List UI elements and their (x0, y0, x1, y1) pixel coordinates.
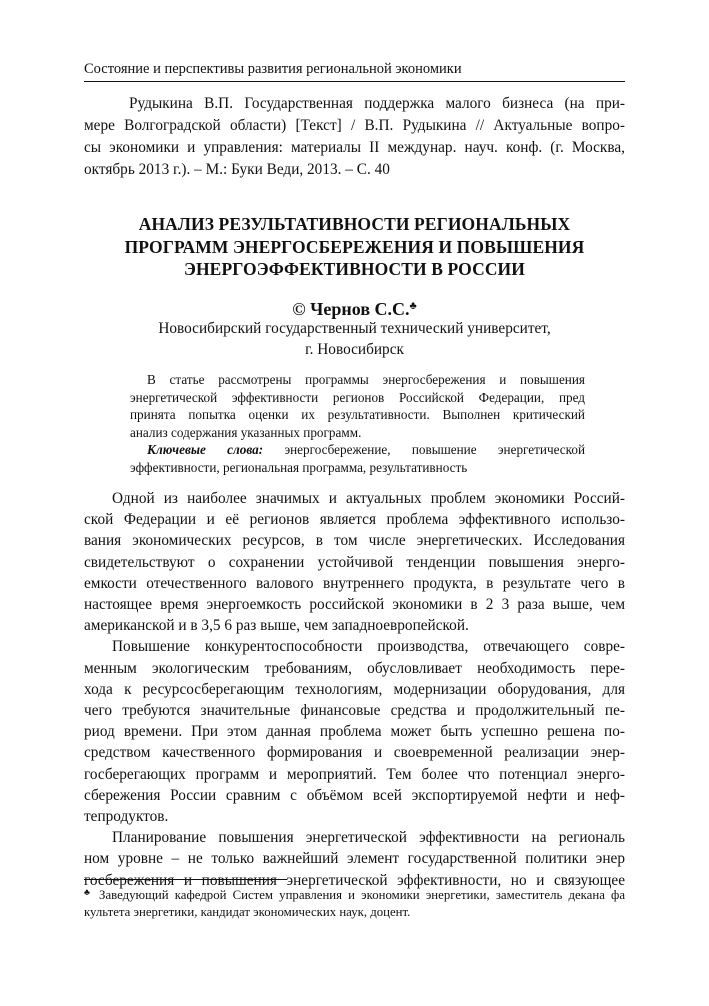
body-line: ном уровне – не только важнейший элемент государственной политики энер (84, 850, 625, 868)
reference-line: октябрь 2013 г.). – М.: Буки Веди, 2013. – С. 40 (84, 161, 390, 178)
affiliation (84, 318, 625, 360)
keywords-line: эффективности, региональная программа, результативность (130, 459, 468, 475)
title-line: ПРОГРАММ ЭНЕРГОСБЕРЕЖЕНИЯ И ПОВЫШЕНИЯ (124, 236, 585, 257)
footnote (84, 884, 625, 921)
author (84, 294, 625, 321)
keywords-label: Ключевые слова: (147, 442, 264, 457)
abstract (130, 371, 585, 476)
body-line: вания экономических ресурсов, в том числе энергетических. Исследования (84, 532, 625, 550)
footnote-divider (84, 879, 287, 880)
abstract-line: принята попытка оценки их результативности. Выполнен критический (130, 407, 585, 422)
author-footnote-mark: ♣ (409, 300, 417, 312)
body-line: ской Федерации и её регионов является проблема эффективного использо- (84, 511, 625, 529)
affiliation-line: Новосибирский государственный технический университет, (158, 320, 551, 337)
body-line: настоящее время энергоемкость российской экономики в 2 3 раза выше, чем (84, 596, 625, 614)
body-line: сбережения России сравним с объёмом всей экспортируемой нефти и неф- (84, 786, 625, 804)
keywords-line (130, 441, 585, 459)
footnote-line (84, 884, 625, 904)
abstract-line: энергетической эффективности регионов Российской Федерации, пред (130, 389, 585, 405)
abstract-line: анализ содержания указанных программ. (130, 424, 362, 440)
body-line: госбережения и повышения энергетической эффективности, но и связующее (84, 871, 625, 889)
footnote-text: Заведующий кафедрой Систем управления и экономики энергетики, заместитель декана фа (92, 888, 626, 902)
running-head: Состояние и перспективы развития региональной экономики (84, 60, 625, 82)
footnote-line: культета энергетики, кандидат экономических наук, доцент. (84, 905, 411, 919)
reference-line: мере Волгоградской области) [Текст] / В.П. Рудыкина // Актуальные вопро- (84, 117, 625, 134)
body-line: риод времени. При этом данная проблема может быть успешно решена по- (84, 723, 625, 741)
body-line: хода к ресурсосберегающим технологиям, модернизации оборудования, для (84, 680, 625, 698)
body-line: тепродуктов. (84, 808, 169, 826)
body-line: Одной из наиболее значимых и актуальных проблем экономики Россий- (112, 490, 625, 507)
article-title (84, 213, 625, 281)
body-line: госберегающих программ и мероприятий. Тем более что потенциал энерго- (84, 765, 625, 783)
affiliation-line: г. Новосибирск (305, 341, 404, 358)
title-line: ЭНЕРГОЭФФЕКТИВНОСТИ В РОССИИ (184, 259, 525, 279)
body-line: емкости отечественного валового внутреннего продукта, в результате чего в (84, 574, 625, 592)
body-line: чего требуются значительные финансовые средства и продолжительный пе- (84, 702, 625, 720)
author-name: © Чернов С.С. (292, 299, 410, 319)
reference-entry (84, 93, 625, 181)
body-line: средством качественного формирования и своевременной реализации энер- (84, 744, 625, 762)
body-line: свидетельствуют о сохранении устойчивой тенденции повышения энерго- (84, 553, 625, 571)
body-line: менным экологическим требованиям, обусловливает необходимость пере- (84, 659, 625, 677)
footnote-mark: ♣ (84, 887, 93, 897)
title-line: АНАЛИЗ РЕЗУЛЬТАТИВНОСТИ РЕГИОНАЛЬНЫХ (138, 214, 571, 234)
abstract-line: В статье рассмотрены программы энергосбережения и повышения (147, 372, 585, 387)
reference-line: сы экономики и управления: материалы II междунар. науч. конф. (г. Москва, (84, 139, 625, 156)
keywords-text: энергосбережение, повышение энергетической (263, 442, 585, 457)
body-line: Планирование повышения энергетической эффективности на региональ (112, 829, 625, 847)
body-line: Повышение конкурентоспособности производства, отвечающего совре- (112, 638, 625, 656)
body-line: американской и в 3,5 6 раз выше, чем западноевропейской. (84, 617, 469, 635)
article-body (84, 488, 625, 891)
reference-line: Рудыкина В.П. Государственная поддержка малого бизнеса (на при- (129, 95, 625, 112)
